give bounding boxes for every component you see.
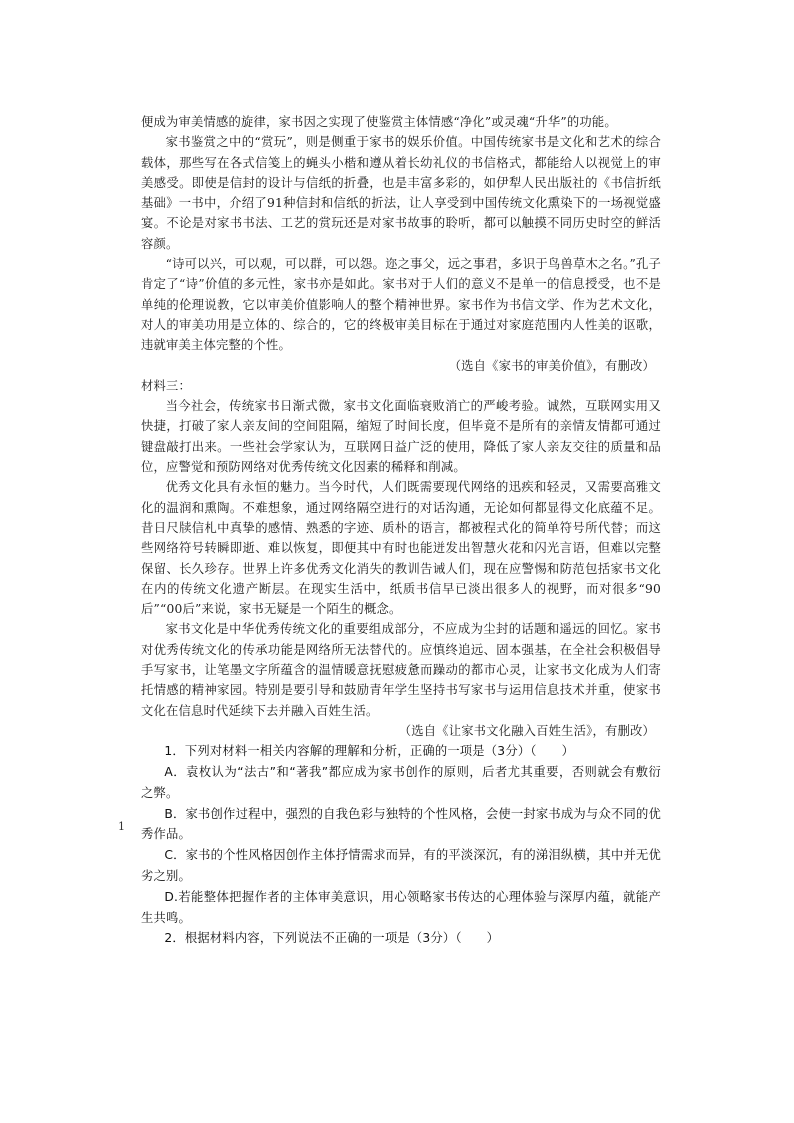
- section-label: 材料三：: [141, 378, 191, 393]
- option-b: B．家书创作过程中，强烈的自我色彩与独特的个性风格，会使一封家书成为与众不同的优秀作品。: [141, 806, 661, 842]
- source-citation: （选自《让家书文化融入百姓生活》，有删改）: [398, 723, 655, 738]
- option-a: A．袁枚认为“法古”和“著我”都应成为家书创作的原则，后者尤其重要，否则就会有敷衍之弊。: [141, 765, 661, 800]
- page-number: 1: [118, 820, 125, 833]
- paragraph: “诗可以兴，可以观，可以群，可以怨。迩之事父，远之事君，多识于鸟兽草木之名。”孔子肯定了“诗”价值的多元性，家书亦是如此。家书对于人们的意义不是单一的信息授受，也不是单纯的伦理说教，它以审美价值影响人的整个精神世界。家书作为书信文学、作为艺术文化，对人的审美功用是立体的、综合的，它的终极审美目标在于通过对家庭范围内人性美的讴歌，违就审美主体完整的个性。: [141, 257, 661, 353]
- question-1: 1．下列对材料一相关内容解的理解和分析，正确的一项是（3分）（ ）: [164, 744, 575, 759]
- question-2: 2．根据材料内容，下列说法不正确的一项是（3分）（ ）: [164, 931, 500, 946]
- paragraph: 当今社会，传统家书日渐式微，家书文化面临衰败消亡的严峻考验。诚然，互联网实用又快捷，打破了家人亲友间的空间阻隔，缩短了时间长度，但毕竟不是所有的亲情友情都可通过键盘敲打出来。一些社会学家认为，互联网日益广泛的使用，降低了家人亲友交往的质量和品位，应警觉和预防网络对优秀传统文化因素的稀释和削减。: [141, 399, 661, 475]
- paragraph: 便成为审美情感的旋律，家书因之实现了使鉴赏主体情感“净化”或灵魂“升华”的功能。: [141, 115, 617, 129]
- option-d: D.若能整体把握作者的主体审美意识，用心领略家书传达的心理体验与深厚内蕴，就能产生共鸣。: [141, 889, 661, 925]
- questions: [141, 741, 661, 949]
- material-three: [141, 376, 661, 741]
- source-citation: （选自《家书的审美价值》，有删改）: [448, 358, 655, 373]
- option-c: C．家书的个性风格因创作主体抒情需求而异，有的平淡深沉，有的涕泪纵横，其中并无优劣之别。: [141, 848, 661, 883]
- paragraph: 优秀文化具有永恒的魅力。当今时代，人们既需要现代网络的迅疾和轻灵，又需要高雅文化的温润和熏陶。不难想象，通过网络隔空进行的对话沟通，无论如何都显得文化底蕴不足。昔日尺牍信札中真挚的感情、熟悉的字迹、质朴的语言，都被程式化的简单符号所代替；而这些网络符号转瞬即逝、难以恢复，即便其中有时也能迸发出智慧火花和闪光言语，但难以完整保留、长久珍存。世界上许多优秀文化消失的教训告诫人们，现在应警惕和防范包括家书文化在内的传统文化遗产断层。在现实生活中，纸质书信早已淡出很多人的视野，而对很多“90后”“00后”来说，家书无疑是一个陌生的概念。: [141, 480, 661, 617]
- material-two-continued: [141, 112, 661, 376]
- paragraph: 家书鉴赏之中的“赏玩”，则是侧重于家书的娱乐价值。中国传统家书是文化和艺术的综合载体，那些写在各式信笺上的蝇头小楷和遵从着长幼礼仪的书信格式，都能给人以视觉上的审美感受。即使是信封的设计与信纸的折叠，也是丰富多彩的，如伊犁人民出版社的《书信折纸基础》一书中，介绍了91种信封和信纸的折法，让人享受到中国传统文化熏染下的一场视觉盛宴。不论是对家书书法、工艺的赏玩还是对家书故事的聆听，都可以触摸不同历史时空的鲜活容颜。: [141, 135, 661, 251]
- paragraph: 家书文化是中华优秀传统文化的重要组成部分，不应成为尘封的话题和遥远的回忆。家书对优秀传统文化的传承功能是网络所无法替代的。应慎终追远、固本强基，在全社会积极倡导手写家书，让笔墨文字所蕴含的温情暖意抚慰疲惫而躁动的都市心灵，让家书文化成为人们寄托情感的精神家园。特别是要引导和鼓励青年学生坚持书写家书与运用信息技术并重，使家书文化在信息时代延续下去并融入百姓生活。: [141, 622, 661, 718]
- document-page: [141, 112, 661, 949]
